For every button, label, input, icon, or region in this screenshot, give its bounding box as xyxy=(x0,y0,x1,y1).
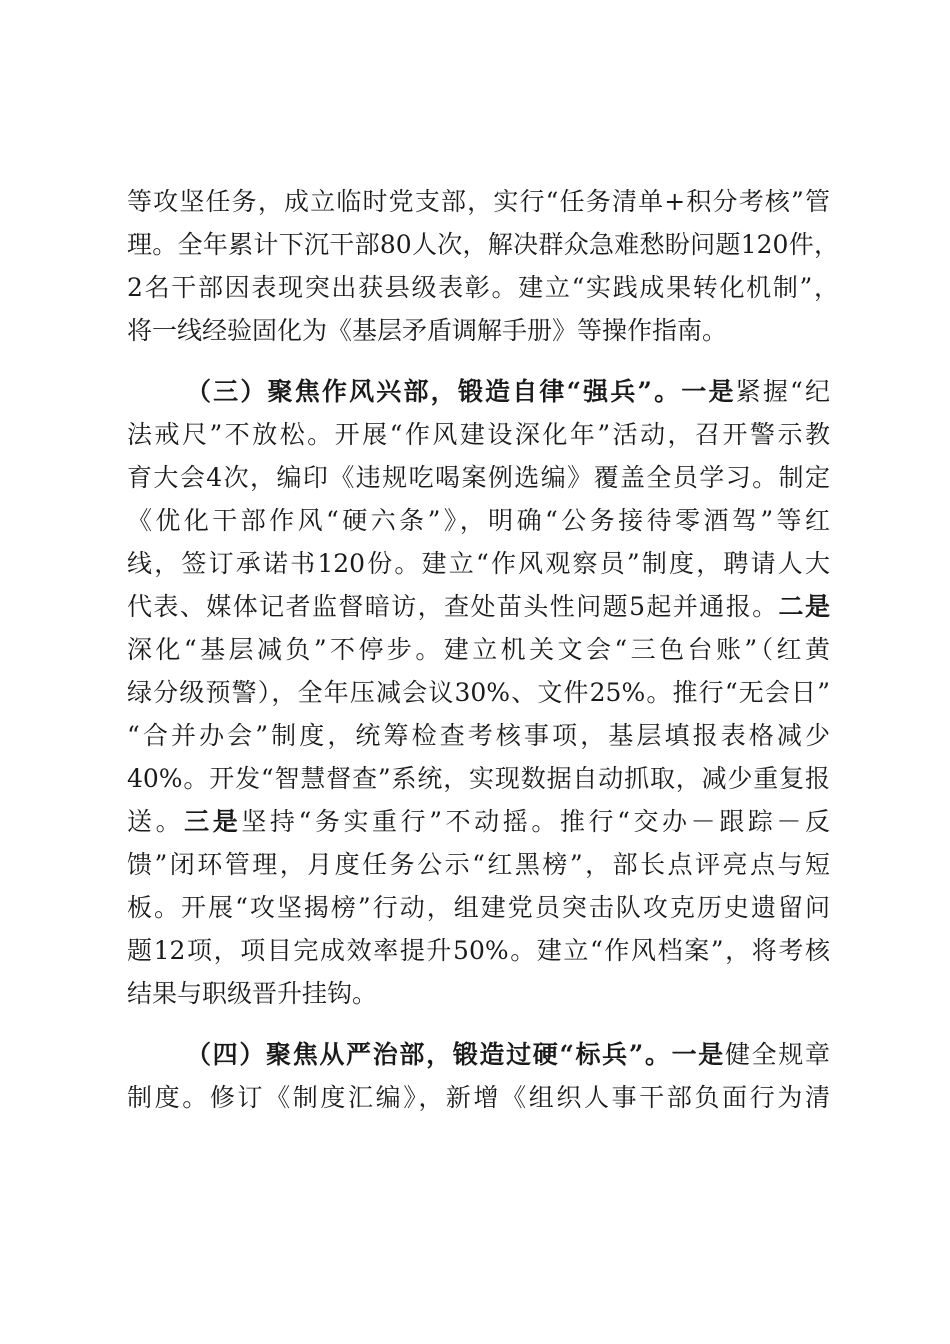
section-heading-line xyxy=(186,1035,830,1075)
text-line xyxy=(127,974,427,1014)
text-run: 2名干部因表现突出获县级表彰。建立“实践成果转化机制”， xyxy=(127,273,839,302)
text-line xyxy=(127,458,830,498)
text-run: 将一线经验固化为《基层矛盾调解手册》等操作指南。 xyxy=(127,316,728,345)
text-line xyxy=(127,1078,830,1118)
text-run: 育大会4次，编印《违规吃喝案例选编》覆盖全员学习。制定 xyxy=(127,463,830,492)
text-line xyxy=(127,845,830,885)
text-run: 《优化干部作风“硬六条”》，明确“公务接待零酒驾”等红 xyxy=(127,506,830,535)
text-line xyxy=(127,802,830,842)
text-run: 送。 xyxy=(127,807,185,836)
text-line xyxy=(127,931,830,971)
text-run: 等攻坚任务，成立临时党支部，实行“任务清单+积分考核”管 xyxy=(127,187,830,216)
text-run: 馈”闭环管理，月度任务公示“红黑榜”，部长点评亮点与短 xyxy=(127,850,830,879)
text-run: 40%。开发“智慧督查”系统，实现数据自动抓取，减少重复报 xyxy=(127,764,830,793)
text-run: 法戒尺”不放松。开展“作风建设深化年”活动，召开警示教 xyxy=(127,420,830,449)
text-line xyxy=(127,311,777,351)
point-marker: 二是 xyxy=(778,592,830,621)
text-line xyxy=(127,673,830,713)
text-run: 坚持“务实重行”不动摇。推行“交办－跟踪－反 xyxy=(241,807,830,836)
text-run: 理。全年累计下沉干部80人次，解决群众急难愁盼问题120件， xyxy=(127,230,839,259)
point-marker: 一是 xyxy=(681,377,736,406)
text-line xyxy=(127,501,830,541)
text-line xyxy=(127,544,830,584)
section-heading: （四）聚焦从严治部，锻造过硬“标兵”。 xyxy=(186,1040,672,1069)
point-marker: 一是 xyxy=(671,1040,725,1069)
text-run: 代表、媒体记者监督暗访，查处苗头性问题5起并通报。 xyxy=(127,592,779,621)
section-heading: （三）聚焦作风兴部，锻造自律“强兵”。 xyxy=(186,377,682,406)
text-line xyxy=(127,716,830,756)
text-run: 紧握“纪 xyxy=(735,377,830,406)
text-run: 板。开展“攻坚揭榜”行动，组建党员突击队攻克历史遗留问 xyxy=(127,893,830,922)
text-line xyxy=(127,225,839,265)
point-marker: 三是 xyxy=(184,807,242,836)
text-line xyxy=(127,415,830,455)
text-line xyxy=(127,630,830,670)
text-line xyxy=(127,759,830,799)
text-run: 线，签订承诺书120份。建立“作风观察员”制度，聘请人大 xyxy=(127,549,830,578)
text-line xyxy=(127,888,830,928)
text-run: 结果与职级晋升挂钩。 xyxy=(127,979,378,1008)
text-line xyxy=(127,587,830,627)
text-run: 制度。修订《制度汇编》，新增《组织人事干部负面行为清 xyxy=(127,1083,830,1112)
text-run: 深化“基层减负”不停步。建立机关文会“三色台账”（红黄 xyxy=(127,635,830,664)
text-line xyxy=(127,182,830,222)
section-heading-line xyxy=(186,372,830,412)
text-run: 题12项，项目完成效率提升50%。建立“作风档案”，将考核 xyxy=(127,936,830,965)
text-run: 健全规章 xyxy=(724,1040,830,1069)
text-line xyxy=(127,268,839,308)
text-run: 绿分级预警），全年压减会议30%、文件25%。推行“无会日” xyxy=(127,678,830,707)
text-run: “合并办会”制度，统筹检查考核事项，基层填报表格减少 xyxy=(127,721,830,750)
